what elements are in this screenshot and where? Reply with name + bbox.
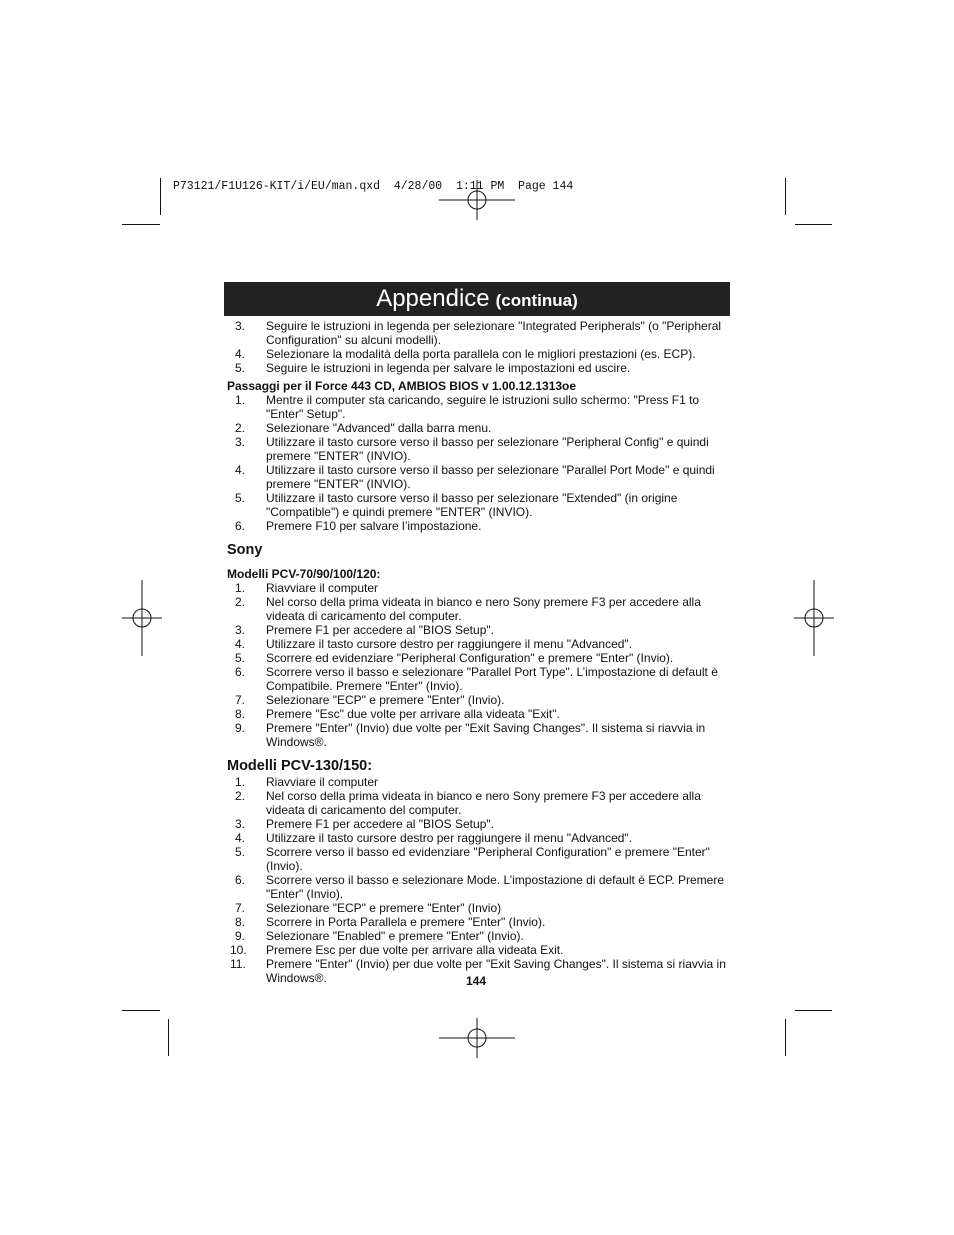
list-item: 2. Selezionare "Advanced" dalla barra menu. bbox=[235, 421, 492, 435]
steps-list-pcv130 bbox=[227, 775, 731, 985]
print-slug: P73121/F1U126-KIT/i/EU/man.qxd 4/28/00 1:11 PM Page 144 bbox=[173, 180, 574, 193]
force-heading: Passaggi per il Force 443 CD, AMBIOS BIOS v 1.00.12.1313oe bbox=[227, 379, 577, 393]
page-title-sub: (continua) bbox=[495, 291, 578, 310]
list-item: 4. Utilizzare il tasto cursore verso il basso per selezionare "Parallel Port Mode" e quindi premere "ENTER" (INVIO). bbox=[235, 463, 715, 491]
list-item: 2. Nel corso della prima videata in bianco e nero Sony premere F3 per accedere alla videata di caricamento del computer. bbox=[235, 789, 701, 817]
steps-list-pcv70 bbox=[227, 581, 731, 749]
list-item: 3. Premere F1 per accedere al "BIOS Setup". bbox=[235, 623, 494, 637]
list-item: 8. Premere "Esc" due volte per arrivare alla videata "Exit". bbox=[235, 707, 560, 721]
page-title-bar bbox=[224, 282, 730, 316]
steps-list-continued bbox=[227, 319, 731, 375]
list-item: 1. Riavviare il computer bbox=[235, 581, 379, 595]
list-item: 9. Selezionare "Enabled" e premere "Enter" (Invio). bbox=[235, 929, 524, 943]
list-item: 6. Scorrere verso il basso e selezionare "Parallel Port Type". L’impostazione di default è Compatibile. Premere "Enter" (Invio). bbox=[235, 665, 718, 693]
registration-mark-left bbox=[104, 580, 180, 656]
list-item: 7. Selezionare "ECP" e premere "Enter" (Invio). bbox=[235, 693, 505, 707]
page-title: Appendice bbox=[376, 285, 490, 312]
list-item: 11. Premere "Enter" (Invio) per due volte per "Exit Saving Changes". Il sistema si riavvia in Windows®. bbox=[230, 957, 726, 985]
registration-mark-right bbox=[776, 580, 852, 656]
page-number: 144 bbox=[466, 974, 487, 988]
registration-mark-bottom bbox=[439, 1000, 515, 1076]
list-item: 4. Utilizzare il tasto cursore destro per raggiungere il menu "Advanced". bbox=[235, 831, 633, 845]
list-item: 4. Utilizzare il tasto cursore destro per raggiungere il menu "Advanced". bbox=[235, 637, 633, 651]
list-item: 6. Scorrere verso il basso e selezionare Mode. L’impostazione di default è ECP. Premere "Enter" (Invio). bbox=[235, 873, 725, 901]
content bbox=[227, 319, 731, 985]
crop-mark bbox=[795, 1010, 832, 1011]
crop-mark bbox=[160, 178, 161, 215]
pcv70-heading: Modelli PCV-70/90/100/120: bbox=[227, 567, 381, 581]
pcv130-heading: Modelli PCV-130/150: bbox=[227, 758, 373, 774]
list-item: 4. Selezionare la modalità della porta parallela con le migliori prestazioni (es. ECP). bbox=[235, 347, 696, 361]
crop-mark bbox=[795, 224, 832, 225]
list-item: 10. Premere Esc per due volte per arrivare alla videata Exit. bbox=[230, 943, 564, 957]
list-item: 5. Scorrere verso il basso ed evidenziare "Peripheral Configuration" e premere "Enter" (Invio). bbox=[235, 845, 710, 873]
crop-mark bbox=[122, 224, 160, 225]
steps-list-force bbox=[227, 393, 731, 533]
list-item: 1. Riavviare il computer bbox=[235, 775, 379, 789]
list-item: 3. Seguire le istruzioni in legenda per selezionare "Integrated Peripherals" (o "Peripheral Configuration" su alcuni modelli). bbox=[235, 319, 722, 347]
list-item: 5. Scorrere ed evidenziare "Peripheral Configuration" e premere "Enter" (Invio). bbox=[235, 651, 674, 665]
list-item: 5. Utilizzare il tasto cursore verso il basso per selezionare "Extended" (in origine "Compatible") e quindi premere "ENTER" (INVIO). bbox=[235, 491, 678, 519]
crop-mark bbox=[122, 1010, 160, 1011]
list-item: 2. Nel corso della prima videata in bianco e nero Sony premere F3 per accedere alla videata di caricamento del computer. bbox=[235, 595, 701, 623]
crop-mark bbox=[785, 178, 786, 215]
list-item: 5. Seguire le istruzioni in legenda per salvare le impostazioni ed uscire. bbox=[235, 361, 631, 375]
list-item: 6. Premere F10 per salvare l’impostazione. bbox=[235, 519, 482, 533]
sony-heading: Sony bbox=[227, 542, 263, 558]
list-item: 9. Premere "Enter" (Invio) due volte per "Exit Saving Changes". Il sistema si riavvia in Windows®. bbox=[235, 721, 706, 749]
crop-mark bbox=[785, 1019, 786, 1056]
list-item: 8. Scorrere in Porta Parallela e premere "Enter" (Invio). bbox=[235, 915, 546, 929]
list-item: 3. Premere F1 per accedere al "BIOS Setup". bbox=[235, 817, 494, 831]
registration-mark-top bbox=[439, 162, 515, 238]
list-item: 3. Utilizzare il tasto cursore verso il basso per selezionare "Peripheral Config" e quindi premere "ENTER" (INVIO). bbox=[235, 435, 709, 463]
crop-mark bbox=[168, 1019, 169, 1056]
list-item: 7. Selezionare "ECP" e premere "Enter" (Invio) bbox=[235, 901, 502, 915]
list-item: 1. Mentre il computer sta caricando, seguire le istruzioni sullo schermo: "Press F1 to "Enter" Setup". bbox=[235, 393, 700, 421]
